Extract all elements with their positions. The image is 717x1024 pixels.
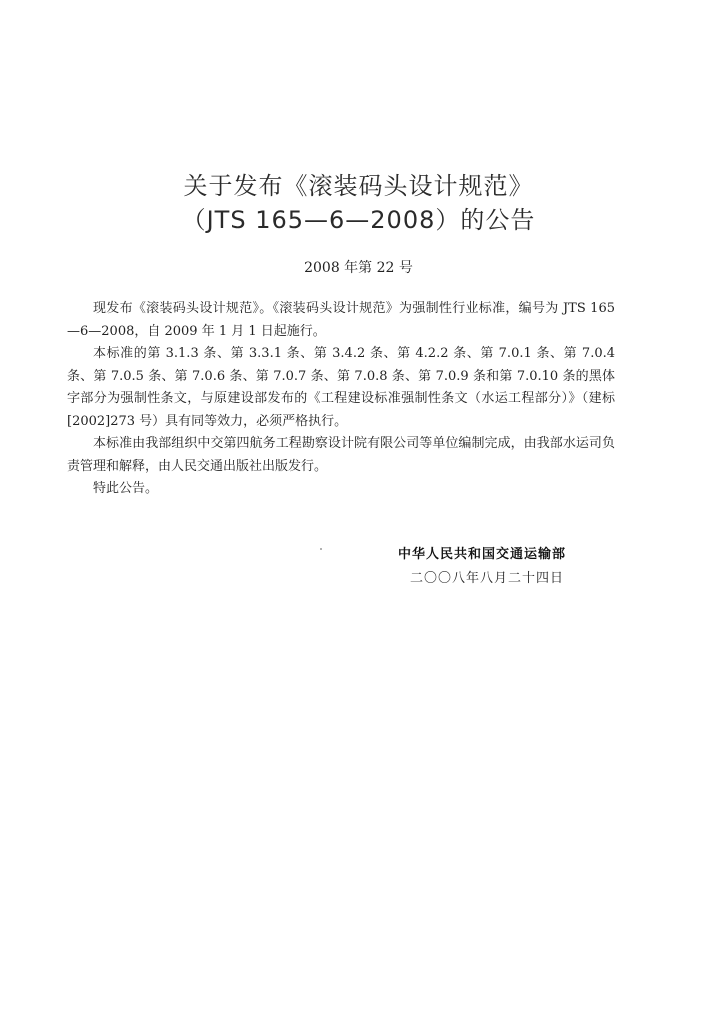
- paragraph-compilation: 本标准由我部组织中交第四航务工程勘察设计院有限公司等单位编制完成，由我部水运司负责管理和解释，由人民交通出版社出版发行。: [67, 436, 615, 474]
- paragraph-closing: 特此公告。: [93, 481, 159, 496]
- issue-date: 二〇〇八年八月二十四日: [410, 571, 565, 586]
- title-line-1: 关于发布《滚装码头设计规范》: [183, 172, 534, 200]
- title-line-2: （JTS 165—6—2008）的公告: [181, 206, 536, 234]
- paragraph-mandatory-clauses: 本标准的第 3.1.3 条、第 3.3.1 条、第 3.4.2 条、第 4.2.2 条、第 7.0.1 条、第 7.0.4 条、第 7.0.5 条、第 7.0.6 条、第 7.0.7 条、第 7.0.8 条、第 7.0.9 条和第 7.0.10 条的黑体字部分为强制性条文，与原建设部发布的《工程建设标准强制性条文（水运工程部分）》（建标[2002]273 号）具有同等效力，必须严格执行。: [67, 346, 615, 429]
- announcement-body: [67, 298, 615, 501]
- issuing-authority: 中华人民共和国交通运输部: [398, 547, 567, 562]
- document-number: 2008 年第 22 号: [304, 260, 413, 276]
- scan-speck: [320, 548, 322, 550]
- paragraph-release: 现发布《滚装码头设计规范》。《滚装码头设计规范》为强制性行业标准，编号为 JTS 165—6—2008，自 2009 年 1 月 1 日起施行。: [67, 301, 615, 339]
